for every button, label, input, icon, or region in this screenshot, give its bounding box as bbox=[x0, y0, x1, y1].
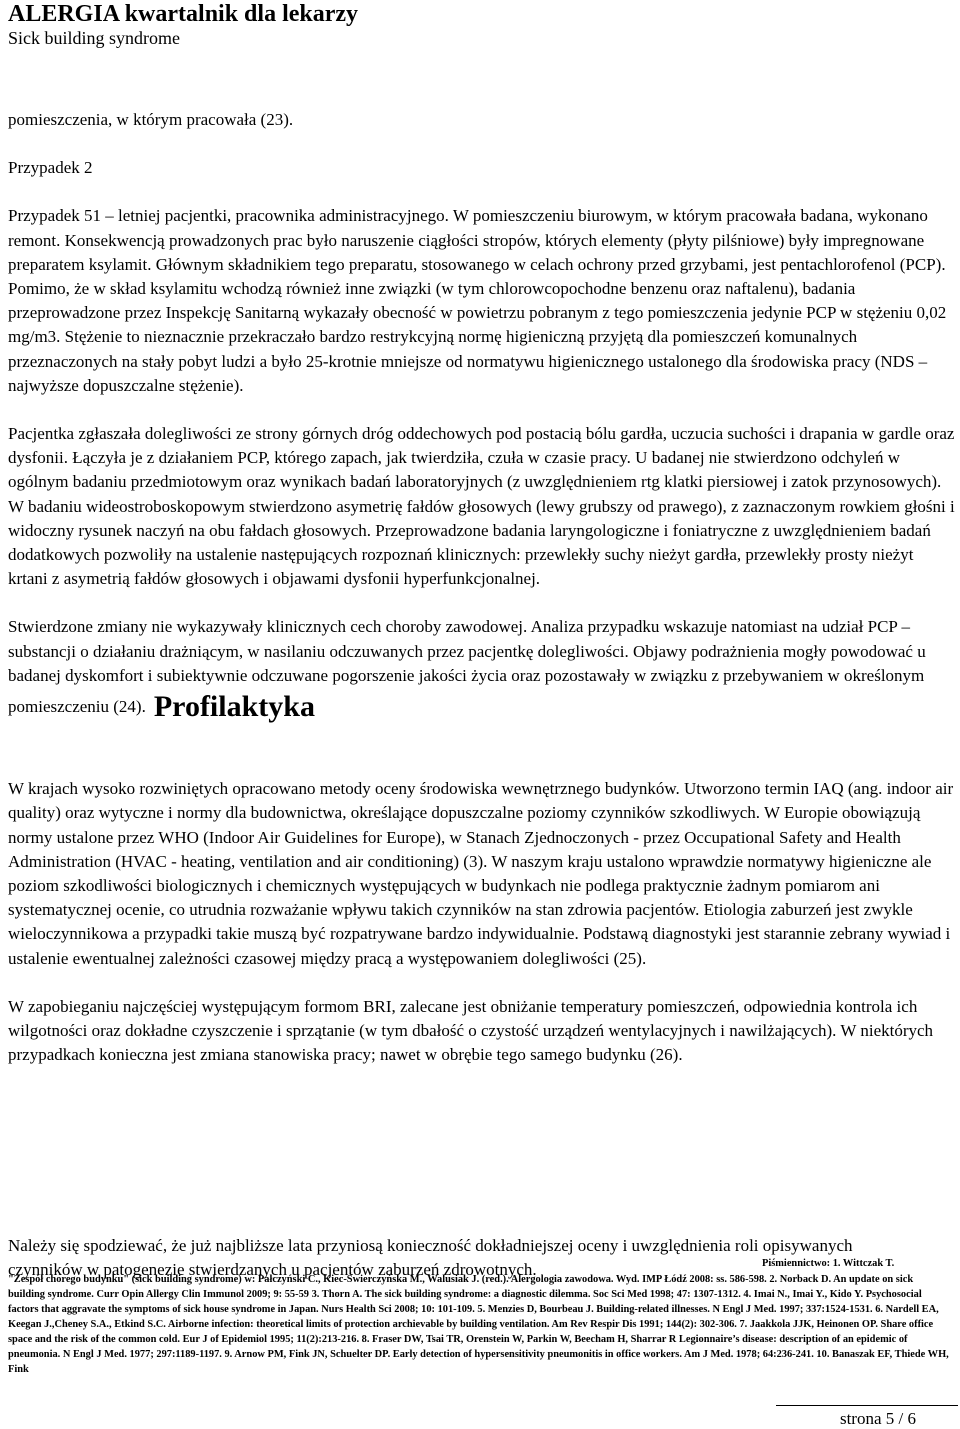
article-title: Sick building syndrome bbox=[8, 28, 180, 48]
paragraph-4 bbox=[8, 615, 956, 724]
paragraph-1: pomieszczenia, w którym pracowała (23). bbox=[8, 110, 294, 129]
paragraph-5: W krajach wysoko rozwiniętych opracowano metody oceny środowiska wewnętrznego budynków. Utworzono termin IAQ (ang. indoor air quality) oraz wytyczne i normy dla budownictwa, określające dopuszczalne poziomy czynników szkodliwych. W Europie obowiązują normy ustalone przez WHO (Indoor Air Guidelines for Europe), w Stanach Zjednoczonych - przez Occupational Safety and Health Administration (HVAC - heating, ventilation and air conditioning) (3). W naszym kraju ustalono wprawdzie normatywy higieniczne ale poziom szkodliwości biologicznych i chemicznych występujących w budynkach nie podlega praktycznie żadnym pomiarom ani systematycznej ocenie, co utrudnia rozważanie wpływu takich czynników na stan zdrowia pacjentów. Etiologia zaburzeń jest zwykle wieloczynnikowa a przypadki takie muszą być rozpatrywane bardzo indywidualnie. Podstawą diagnostyki jest starannie zebrany wywiad i ustalenie ewentualnej zależności czasowej między pracą a występowaniem dolegliwości (25). bbox=[8, 779, 954, 968]
page-number: strona 5 / 6 bbox=[839, 1409, 916, 1428]
paragraph-4-text: Stwierdzone zmiany nie wykazywały klinicznych cech choroby zawodowej. Analiza przypadku wskazuje natomiast na udział PCP – substancji o działaniu drażniącym, w nasilaniu odczuwanych przez pacjentkę dolegliwości. Objawy podrażnienia mogły powodować u badanej dyskomfort i subiektywnie odczuwane pogorszenie jakości życia oraz pozostawały w związku z przebywaniem w określonym pomieszczeniu (24). bbox=[8, 617, 926, 717]
paragraph-7: Należy się spodziewać, że już najbliższe lata przyniosą konieczność dokładniejszej oceny i uwzględnienia roli opisywanych czynników w patogenezie stwierdzanych u pacjentów zaburzeń zdrowotnych. bbox=[8, 1236, 853, 1280]
references-list: "Zespół chorego budynku" (sick building syndrome) w: Pałczyński C., Kiec-Świerczyńska M., Walusiak J. (red.). Alergologia zawodowa. Wyd. IMP Łódź 2008: ss. 586-598. 2. Norback D. An update on sick building syndrome. Curr Opin Allergy Clin Immunol 2009; 9: 55-59 3. Thorn A. The sick building syndrome: a diagnostic dilemma. Soc Sci Med 1998; 47: 1307-1312. 4. Imai N., Imai Y., Kido Y. Psychosocial factors that aggravate the symptoms of sick house syndrome in Japan. Nurs Health Sci 2008; 10: 101-109. 5. Menzies D, Bourbeau J. Building-related illnesses. N Engl J Med. 1997; 337:1524-1531. 6. Nardell EA, Keegan J.,Cheney S.A., Etkind S.C. Airborne infection: theoretical limits of protection archievable by building ventilation. Am Rev Respir Dis 1991; 144(2): 302-306. 7. Jaakkola JJK, Heinonen OP. Share office space and the risk of the common cold. Eur J of Epidemiol 1995; 11(2):213-216. 8. Fraser DW, Tsai TR, Orenstein W, Parkin W, Beecham H, Sharrar R Legionnaire’s disease: description of an epidemic of pneumonia. N Engl J Med. 1977; 297:1189-1197. 9. Arnow PM, Fink JN, Schuelter DP. Early detection of hypersensitivity pneumonitis in office workers. Am J Med. 1978; 64:236-241. 10. Banaszak EF, Thiede WH, Fink bbox=[8, 1274, 949, 1375]
journal-title: ALERGIA kwartalnik dla lekarzy bbox=[8, 1, 359, 27]
footer-divider bbox=[776, 1405, 958, 1406]
paragraph-2: Przypadek 51 – letniej pacjentki, pracownika administracyjnego. W pomieszczeniu biurowym, w którym pracowała badana, wykonano remont. Konsekwencją prowadzonych prac było naruszenie ciągłości stropów, których elementy (płyty pilśniowe) były impregnowane preparatem ksylamit. Głównym składnikiem tego preparatu, stosowanego w celach ochrony przed grzybami, jest pentachlorofenol (PCP). Pomimo, że w skład ksylamitu wchodzą również inne związki (w tym chlorowcopochodne benzenu oraz naftalenu), badania przeprowadzone przez Inspekcję Sanitarną wykazały obecność w powietrzu pobranym z tego pomieszczenia jedynie PCP w stężeniu 0,02 mg/m3. Stężenie to nieznacznie przekraczało bardzo restrykcyjną normę higieniczną przyjętą dla pomieszczeń komunalnych przeznaczonych na stały pobyt ludzi a było 25-krotnie mniejsze od normatywu higienicznego ustalonego dla środowiska pracy (NDS – najwyższe dopuszczalne stężenie). bbox=[8, 206, 947, 395]
case-heading: Przypadek 2 bbox=[8, 158, 93, 178]
article-body bbox=[8, 108, 956, 1068]
paragraph-3: Pacjentka zgłaszała dolegliwości ze strony górnych dróg oddechowych pod postacią bólu gardła, uczucia suchości i drapania w gardle oraz dysfonii. Łączyła je z działaniem PCP, którego zapach, jak twierdziła, czuła w czasie pracy. U badanej nie stwierdzono odchyleń w ogólnym badaniu przedmiotowym oraz wynikach badań laboratoryjnych (z uwzględnieniem rtg klatki piersiowej i zatok przynosowych). W badaniu wideostroboskopowym stwierdzono asymetrię fałdów głosowych (lewy grubszy od prawego), z zaznaczonym rowkiem głośni i widoczny rysunek naczyń na obu fałdach głosowych. Przeprowadzone badania laryngologiczne i foniatryczne z uwzględnieniem badań dodatkowych pozwoliły na ustalenie następujących rozpoznań klinicznych: przewlekły suchy nieżyt gardła, przewlekły prosty nieżyt krtani z asymetrią fałdów głosowych i objawami dysfonii hyperfunkcjonalnej. bbox=[8, 424, 955, 589]
section-heading-profilaktyka: Profilaktyka bbox=[153, 690, 315, 724]
references-label: Piśmiennictwo: 1. Wittczak T. bbox=[762, 1258, 895, 1269]
page-header bbox=[8, 0, 358, 48]
paragraph-6: W zapobieganiu najczęściej występującym formom BRI, zalecane jest obniżanie temperatury pomieszczeń, odpowiednia kontrola ich wilgotności oraz dokładne czyszczenie i sprzątanie (w tym dbałość o czystość urządzeń wentylacyjnych i nawilżających). W niektórych przypadkach konieczna jest zmiana stanowiska pracy; nawet w obrębie tego samego budynku (26). bbox=[8, 996, 934, 1065]
